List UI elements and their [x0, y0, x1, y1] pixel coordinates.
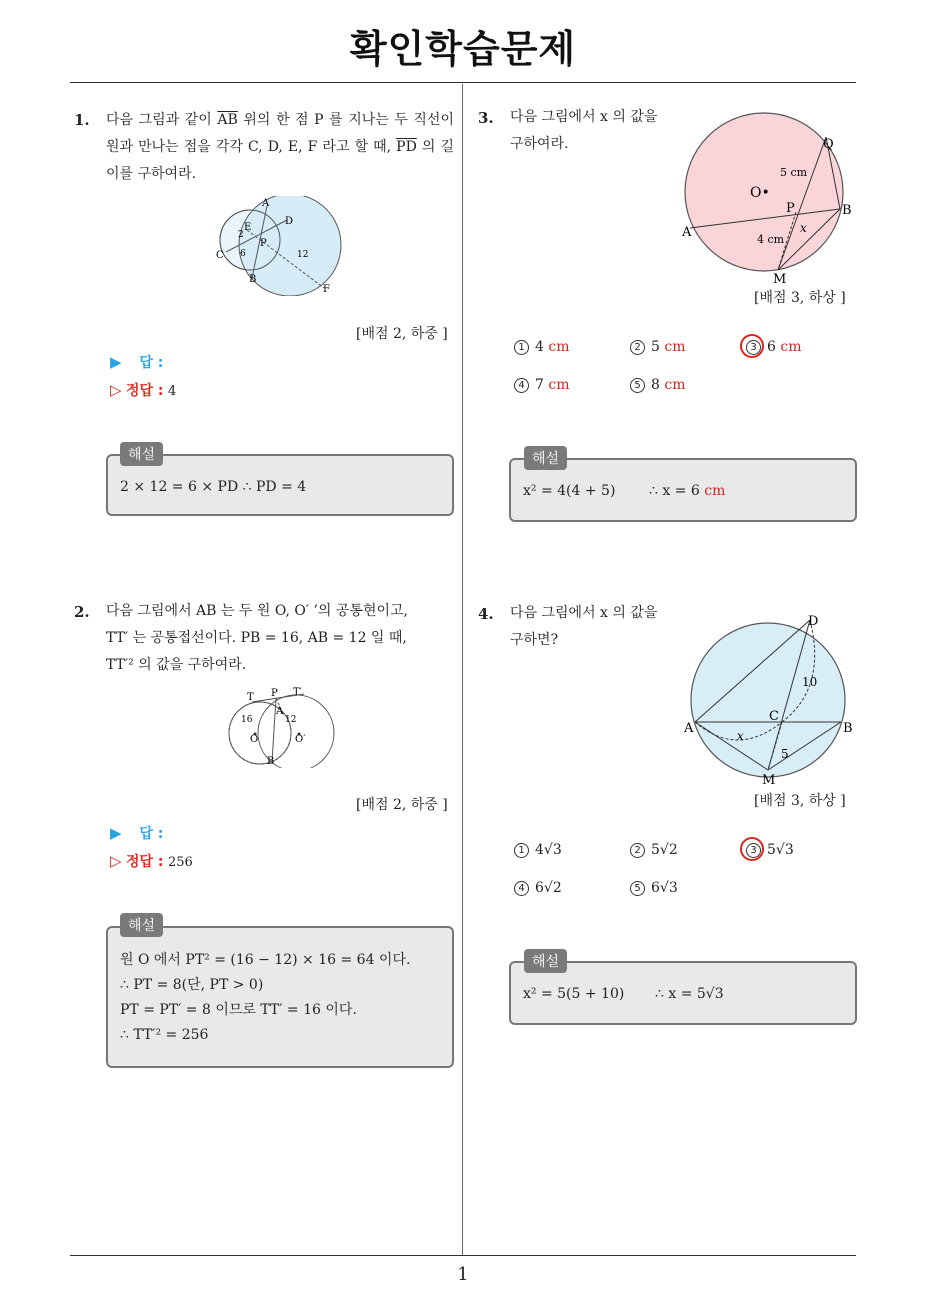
selected-choice-mark: [740, 837, 764, 861]
choice-3[interactable]: 3 6 cm: [746, 339, 802, 355]
question-number: 4.: [478, 605, 494, 623]
question-number: 2.: [74, 603, 90, 621]
label-d: D: [808, 614, 819, 629]
score-label: [배점 3, 하상 ]: [754, 793, 846, 809]
answer-label: 답 :: [139, 826, 164, 842]
question-text: 다음 그림에서 AB 는 두 원 O, O′ ’의 공통현이고, TT′ 는 공통접선이다. PB = 16, AB = 12 일 때, TT′² 의 값을 구하여라.: [106, 603, 408, 673]
question-number: 1.: [74, 111, 90, 129]
figure-common-tangent: [218, 686, 340, 768]
label-x: x: [800, 221, 807, 235]
play-icon: ▶: [110, 353, 122, 371]
label-5cm: 5 cm: [780, 166, 808, 179]
label-6: 6: [240, 249, 246, 259]
score-label: [배점 2, 하중 ]: [356, 797, 448, 813]
top-rule: [70, 82, 856, 83]
label-p: P: [786, 201, 795, 216]
choice-5[interactable]: 5 6√3: [630, 880, 678, 896]
segment-pd: $\overline{PD}$: [396, 139, 417, 155]
figure-circle-chords: [680, 110, 856, 286]
choice-4[interactable]: 4 7 cm: [514, 377, 570, 393]
label-c: C: [216, 250, 224, 261]
choice-1[interactable]: 1 4√3: [514, 842, 562, 858]
figure-circle-chords: [682, 608, 858, 788]
triangle-outline-icon: ▷: [110, 852, 122, 870]
solution-right: ∴ x = 5√3: [655, 986, 724, 1002]
score-label: [배점 2, 하중 ]: [356, 326, 448, 342]
label-f: F: [323, 284, 330, 295]
correct-label: 정답 :: [126, 854, 164, 870]
solution-tag: 해설: [524, 949, 567, 973]
figure-two-circles: [212, 196, 348, 296]
label-4cm: 4 cm: [757, 233, 785, 246]
score-label: [배점 3, 하상 ]: [754, 290, 846, 306]
label-o: O•: [750, 185, 770, 201]
label-a: A: [682, 225, 692, 240]
label-o: O: [250, 734, 259, 745]
correct-value: 256: [167, 855, 193, 870]
triangle-outline-icon: ▷: [110, 381, 122, 399]
label-m: M: [762, 773, 776, 788]
label-a: A: [684, 721, 694, 736]
selected-choice-mark: [740, 334, 764, 358]
play-icon: ▶: [110, 824, 122, 842]
label-b: B: [267, 756, 275, 767]
correct-value: 4: [167, 384, 177, 399]
label-16: 16: [241, 715, 253, 725]
label-5: 5: [781, 747, 789, 761]
solution-text: 2 × 12 = 6 × PD ∴ PD = 4: [120, 479, 307, 495]
question-text: 다음 그림에서 x 의 값을 구하여라.: [510, 109, 658, 152]
column-divider: [462, 84, 463, 1256]
label-o-prime: O′: [295, 734, 306, 745]
page-number: 1: [457, 1264, 469, 1285]
choice-5[interactable]: 5 8 cm: [630, 377, 686, 393]
choice-3[interactable]: 3 5√3: [746, 842, 794, 858]
label-x: x: [737, 729, 744, 743]
segment-ab: $\overline{AB}$: [217, 112, 238, 128]
correct-line: [110, 851, 193, 871]
question-number: 3.: [478, 109, 494, 127]
label-c: C: [769, 709, 779, 724]
correct-label: 정답 :: [126, 383, 164, 399]
answer-label: 답 :: [139, 355, 164, 371]
label-a: A: [262, 198, 270, 209]
label-12: 12: [297, 250, 309, 260]
solution-left: x² = 5(5 + 10): [523, 986, 625, 1002]
label-t-prime: T′: [293, 687, 302, 698]
solution-tag: 해설: [120, 442, 163, 466]
label-b: B: [842, 203, 852, 218]
label-m: M: [773, 272, 787, 286]
label-12: 12: [285, 715, 297, 725]
page-title: 확인학습문제: [349, 27, 577, 71]
answer-line: [110, 823, 163, 843]
label-b: B: [843, 721, 853, 736]
solution-text: 원 O 에서 PT² = (16 − 12) × 16 = 64 이다. ∴ PT = 8(단, PT > 0) PT = PT′ = 8 이므로 TT′ = 16 이다. ∴ TT′² = 256: [120, 952, 411, 1043]
solution-right: ∴ x = 6 cm: [649, 483, 726, 499]
solution-tag: 해설: [120, 913, 163, 937]
question-text: 다음 그림에서 x 의 값을 구하면?: [510, 605, 658, 648]
answer-line: [110, 352, 163, 372]
label-2: 2: [238, 230, 244, 240]
correct-line: [110, 380, 176, 400]
label-e: E: [244, 222, 252, 233]
choice-2[interactable]: 2 5 cm: [630, 339, 686, 355]
choice-2[interactable]: 2 5√2: [630, 842, 678, 858]
solution-box: [106, 926, 454, 1068]
choice-4[interactable]: 4 6√2: [514, 880, 562, 896]
label-d: D: [285, 216, 294, 227]
label-p: P: [271, 688, 278, 699]
label-p: P: [260, 238, 267, 249]
label-t: T: [247, 692, 254, 703]
solution-left: x² = 4(4 + 5): [523, 483, 616, 499]
label-q: Q: [823, 137, 834, 152]
label-a: A: [276, 706, 284, 717]
choice-1[interactable]: 1 4 cm: [514, 339, 570, 355]
bottom-rule: [70, 1255, 856, 1256]
solution-tag: 해설: [524, 446, 567, 470]
label-b: B: [249, 274, 257, 285]
question-text: 다음 그림과 같이 $\overline{AB}$ 위의 한 점 P 를 지나는 두 직선이 원과 만나는 점을 각각 C, D, E, F 라고 할 때, $\overline{PD}$ 의 길이를 구하여라.: [106, 112, 455, 182]
label-10: 10: [802, 675, 818, 689]
circle: [691, 623, 845, 777]
